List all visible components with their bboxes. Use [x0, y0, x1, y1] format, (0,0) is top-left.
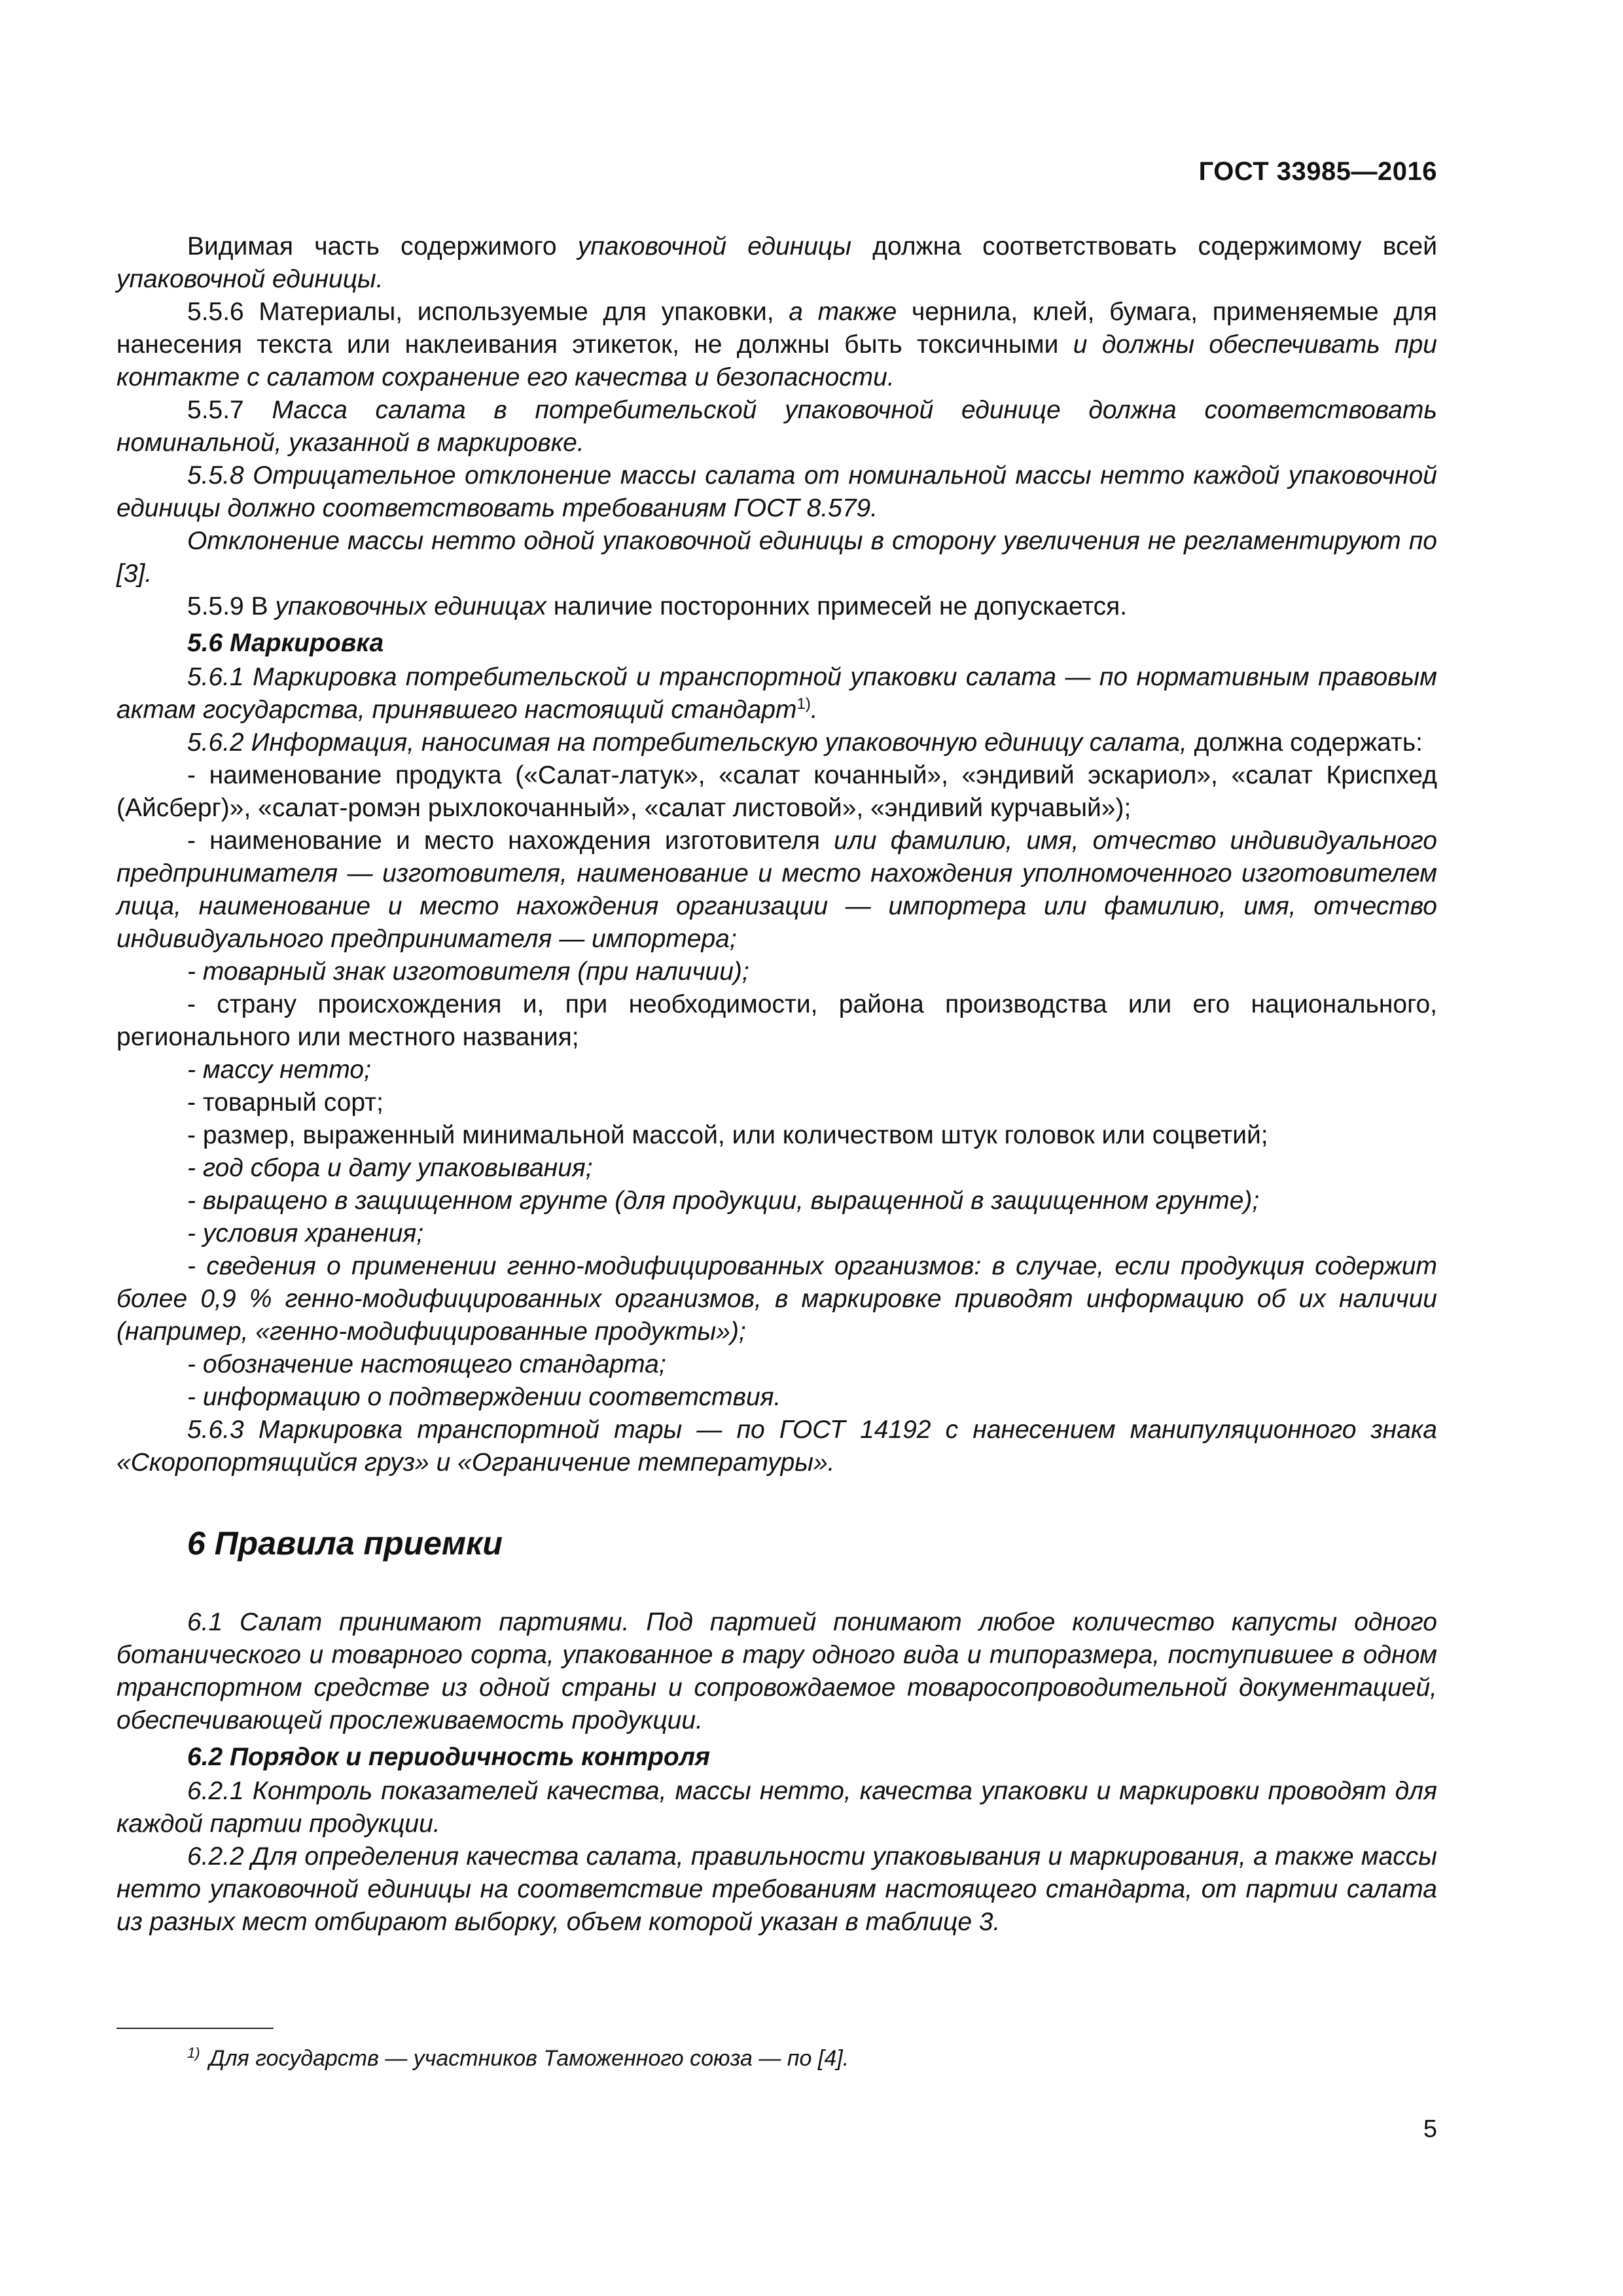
paragraph-6-1: 6.1 Салат принимают партиями. Под партией понимают любое количество капусты одного ботанического и товарного сорта, упакованное в тару одного вида и типоразмера, поступившее в одном транспортном средстве из одной страны и сопровождаемое товаросопроводительной документацией, обеспечивающей прослеживаемость продукции. [116, 1608, 1437, 1734]
paragraph-6-2-1: 6.2.1 Контроль показателей качества, массы нетто, качества упаковки и маркировки проводят для каждой партии продукции. [116, 1777, 1437, 1838]
list-item: - год сбора и дату упаковывания; [187, 1154, 593, 1182]
footnote-mark: 1) [187, 2044, 200, 2061]
list-item: - информацию о подтверждении соответствия. [187, 1383, 781, 1411]
paragraph-5-6-1: 5.6.1 Маркировка потребительской и транспортной упаковки салата — по нормативным правовым актам государства, принявшего настоящий стандарт$^{1)}$. [116, 663, 1437, 724]
section-5-6-heading: 5.6 Маркировка [187, 629, 384, 657]
list-item: - массу нетто; [187, 1056, 371, 1084]
paragraph-5-5-5-continued: Видимая часть содержимого упаковочной единицы должна соответствовать содержимому всей упаковочной единицы. [116, 232, 1438, 293]
paragraph-5-5-8-note: Отклонение массы нетто одной упаковочной единицы в сторону увеличения не регламентируют по [3]. [116, 527, 1437, 588]
list-item: - обозначение настоящего стандарта; [187, 1350, 666, 1378]
footnote-reference: 1) [796, 695, 811, 713]
section-6-heading: 6 Правила приемки [187, 1525, 503, 1562]
list-item: - наименование и место нахождения изготовителя или фамилию, имя, отчество индивидуального предпринимателя — изготовителя, наименование и место нахождения уполномоченного изготовителем лица, наименование и место нахождения организации — импортера или фамилию, имя, отчество индивидуального предпринимателя — импортера; [116, 827, 1438, 953]
document-page [116, 0, 1437, 2296]
paragraph-5-5-7: 5.5.7 Масса салата в потребительской упаковочной единице должна соответствовать номинальной, указанной в маркировке. [116, 396, 1437, 457]
document-body [116, 230, 1437, 1939]
list-item: - сведения о применении генно-модифицированных организмов: в случае, если продукция содержит более 0,9 % генно-модифицированных организмов, в маркировке приводят информацию об их наличии (например, «генно-модифицированные продукты»); [116, 1252, 1437, 1346]
page-number: 5 [1423, 2115, 1437, 2143]
footnote [187, 2043, 1431, 2073]
list-item: - товарный сорт; [187, 1088, 383, 1117]
footnote-text: Для государств — участников Таможенного союза — по [4]. [209, 2046, 849, 2071]
paragraph-5-5-8: 5.5.8 Отрицательное отклонение массы салата от номинальной массы нетто каждой упаковочной единицы должно соответствовать требованиям ГОСТ 8.579. [116, 461, 1437, 522]
list-item: - наименование продукта («Салат-латук», «салат кочанный», «эндивий эскариол», «салат Криспхед (Айсберг)», «салат-ромэн рыхлокочанный», «салат листовой», «эндивий курчавый»); [116, 761, 1437, 822]
list-item: - выращено в защищенном грунте (для продукции, выращенной в защищенном грунте); [187, 1187, 1260, 1215]
section-6-2-heading: 6.2 Порядок и периодичность контроля [187, 1743, 710, 1771]
list-item: - условия хранения; [187, 1219, 424, 1247]
list-item: - страну происхождения и, при необходимости, района производства или его национального, регионального или местного названия; [116, 990, 1437, 1051]
standard-id-header: ГОСТ 33985—2016 [1198, 157, 1437, 186]
paragraph-5-6-2: 5.6.2 Информация, наносимая на потребительскую упаковочную единицу салата, должна содержать: [187, 728, 1423, 757]
list-item: - товарный знак изготовителя (при наличии); [187, 958, 749, 986]
list-item: - размер, выраженный минимальной массой, или количеством штук головок или соцветий; [187, 1121, 1268, 1149]
footnote-divider [116, 2028, 274, 2029]
paragraph-5-5-6: 5.5.6 Материалы, используемые для упаковки, а также чернила, клей, бумага, применяемые для нанесения текста или наклеивания этикеток, не должны быть токсичными и должны обеспечивать при контакте с салатом сохранение его качества и безопасности. [116, 298, 1438, 391]
paragraph-5-6-3: 5.6.3 Маркировка транспортной тары — по ГОСТ 14192 с нанесением манипуляционного знака «Скоропортящийся груз» и «Ограничение температуры». [116, 1416, 1437, 1477]
paragraph-5-5-9: 5.5.9 В упаковочных единицах наличие посторонних примесей не допускается. [187, 592, 1128, 620]
paragraph-6-2-2: 6.2.2 Для определения качества салата, правильности упаковывания и маркирования, а также массы нетто упаковочной единицы на соответствие требованиям настоящего стандарта, от партии салата из разных мест отбирают выборку, объем которой указан в таблице 3. [116, 1842, 1437, 1936]
